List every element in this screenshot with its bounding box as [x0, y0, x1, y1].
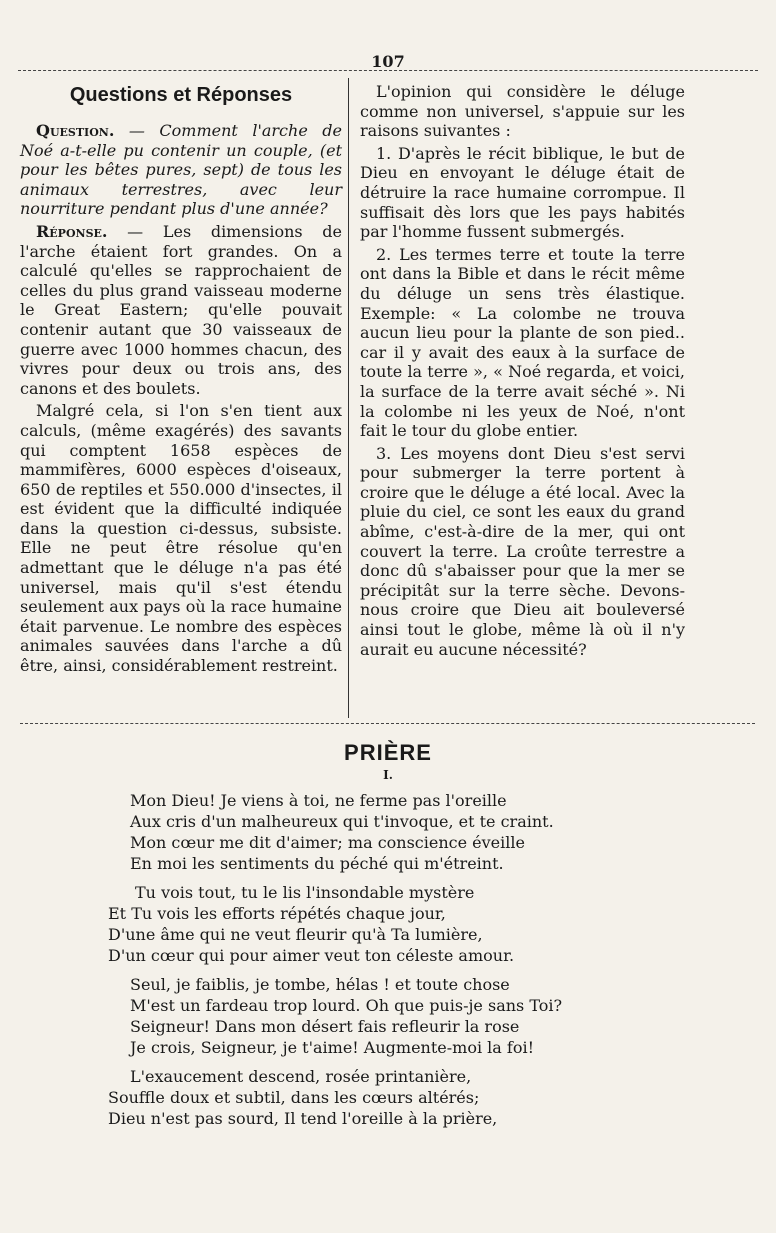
left-column [20, 82, 342, 679]
verse-line: Dieu n'est pas sourd, Il tend l'oreille à la prière, [108, 1109, 498, 1128]
verse-line: Seul, je faiblis, je tombe, hélas ! et toute chose [130, 975, 510, 994]
numbered-point-2: 2. Les termes terre et toute la terre ont dans la Bible et dans le récit même du déluge un sens très élastique. Exemple: « La colombe ne trouva aucun lieu pour la plante de son pied.. car il y avait des eaux à la surface de toute la terre », « Noé regarda, et voici, la surface de la terre avait séché ». Ni la colombe ni les yeux de Noé, n'ont fait le tour du globe entier. [360, 244, 685, 441]
verse-line: Seigneur! Dans mon désert fais refleurir la rose [130, 1017, 520, 1036]
verse-line: D'un cœur qui pour aimer veut ton céleste amour. [108, 946, 515, 965]
column-divider [348, 78, 349, 718]
answer-text: — Les dimensions de l'arche étaient fort grandes. On a calculé qu'elles se rapprochaient de celles du plus grand vaisseau moderne le Great Eastern; qu'elle pouvait contenir autant que 30 vaisseaux de guerre avec 1000 hommes chacun, des vivres pour deux ou trois ans, des canons et des boulets. [20, 221, 342, 398]
body-paragraph: L'opinion qui considère le déluge comme non universel, s'appuie sur les raisons suivantes : [360, 82, 685, 141]
stanza [0, 974, 776, 1058]
answer-paragraph [20, 222, 342, 398]
stanza [0, 882, 776, 966]
page-number: 107 [371, 52, 405, 71]
verse-line: En moi les sentiments du péché qui m'étreint. [130, 854, 504, 873]
verse-line: D'une âme qui ne veut fleurir qu'à Ta lumière, [108, 925, 483, 944]
verse-line: M'est un fardeau trop lourd. Oh que puis-je sans Toi? [130, 996, 563, 1015]
right-column [360, 82, 685, 662]
prayer-section-number: I. [383, 768, 393, 782]
verse-line: Mon Dieu! Je viens à toi, ne ferme pas l'oreille [130, 791, 507, 810]
verse-line: Mon cœur me dit d'aimer; ma conscience éveille [130, 833, 525, 852]
verse-line: Tu vois tout, tu le lis l'insondable mystère [135, 883, 475, 902]
section-title: Questions et Réponses [69, 84, 293, 106]
stanza [0, 790, 776, 874]
top-rule [18, 70, 758, 71]
question-paragraph [20, 121, 342, 219]
numbered-point-1: 1. D'après le récit biblique, le but de Dieu en envoyant le déluge était de détruire la race humaine corrompue. Il suffisait dès lors que les pays habités par l'homme fussent submergés. [360, 143, 685, 242]
prayer-verses [0, 790, 776, 1137]
question-text: — Comment l'arche de Noé a-t-elle pu contenir un couple, (et pour les bêtes pures, sept) de tous les animaux terrestres, avec leur nourriture pendant plus d'une année? [20, 121, 343, 219]
stanza [0, 1066, 776, 1129]
verse-line: Je crois, Seigneur, je t'aime! Augmente-moi la foi! [130, 1038, 534, 1057]
question-label: Question. [36, 121, 115, 140]
verse-line: Aux cris d'un malheureux qui t'invoque, et te craint. [130, 812, 554, 831]
numbered-point-3: 3. Les moyens dont Dieu s'est servi pour submerger la terre portent à croire que le déluge a été local. Avec la pluie du ciel, ce sont les eaux du grand abîme, c'est-à-dire de la mer, qui ont couvert la terre. La croûte terrestre a donc dû s'abaisser pour que la mer se précipitât sur la terre sèche. Devons-nous croire que Dieu ait bouleversé ainsi tout le globe, même là où il n'y aurait eu aucune nécessité? [360, 443, 685, 659]
verse-line: Souffle doux et subtil, dans les cœurs altérés; [108, 1088, 480, 1107]
prayer-title: PRIÈRE [344, 740, 432, 765]
verse-line: L'exaucement descend, rosée printanière, [130, 1067, 472, 1086]
body-paragraph: Malgré cela, si l'on s'en tient aux calculs, (même exagérés) des savants qui comptent 1658 espèces de mammifères, 6000 espèces d'oiseaux, 650 de reptiles et 550.000 d'insectes, il est évident que la difficulté indiquée dans la question ci-dessus, subsiste. Elle ne peut être résolue qu'en admettant que le déluge n'a pas été universel, mais qu'il s'est étendu seulement aux pays où la race humaine était parvenue. Le nombre des espèces animales sauvées dans l'arche a dû être, ainsi, considérablement restreint. [20, 401, 342, 676]
verse-line: Et Tu vois les efforts répétés chaque jour, [108, 904, 446, 923]
answer-label: Réponse. [36, 221, 108, 241]
section-rule [20, 723, 755, 724]
